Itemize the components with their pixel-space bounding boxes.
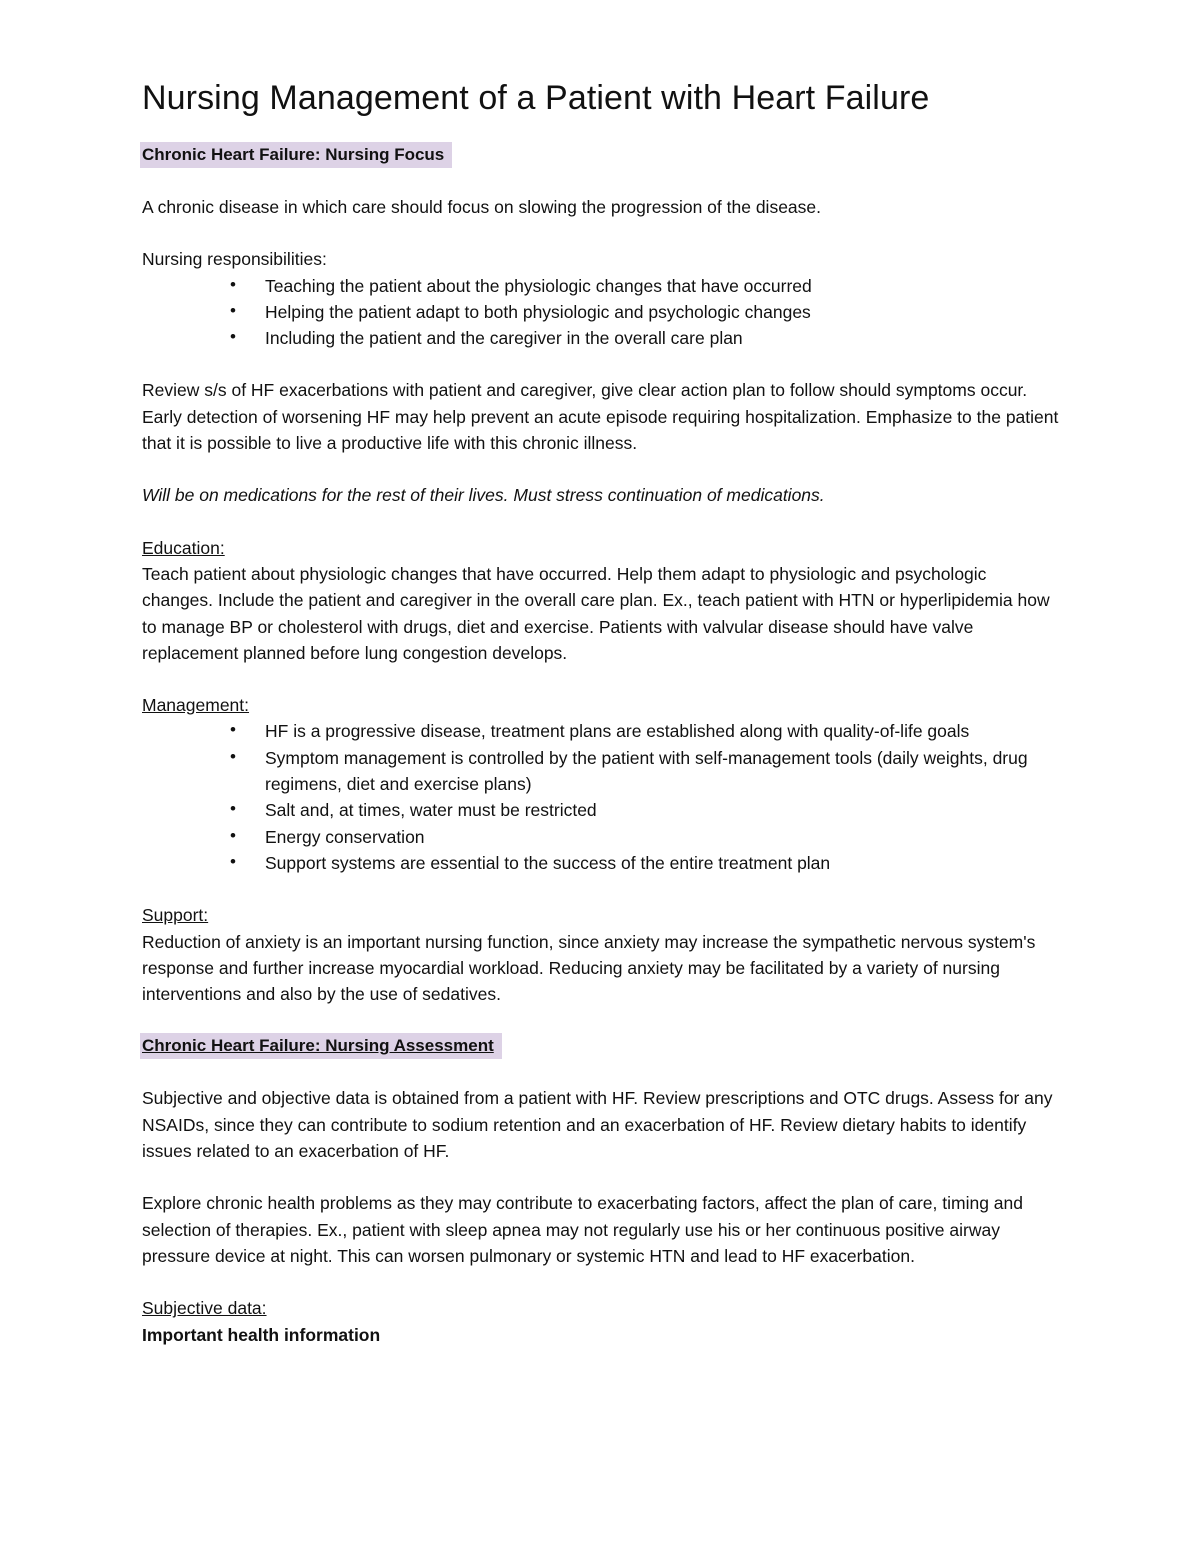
list-item: • Teaching the patient about the physiologic changes that have occurred <box>230 274 812 296</box>
education-label: Education: <box>142 537 225 558</box>
list-item: • Helping the patient adapt to both physiologic and psychologic changes <box>230 300 811 322</box>
support-paragraph: Reduction of anxiety is an important nursing function, since anxiety may increase the sympathetic nervous system's response and further increase myocardial workload. Reducing anxiety may be facilitated by a variety of nursing interventions and also by the use of sedatives. <box>142 931 1036 1005</box>
intro-paragraph: A chronic disease in which care should focus on slowing the progression of the disease. <box>142 197 822 217</box>
medications-note: Will be on medications for the rest of their lives. Must stress continuation of medications. <box>142 485 825 506</box>
support-label: Support: <box>142 905 209 926</box>
review-paragraph: Review s/s of HF exacerbations with patient and caregiver, give clear action plan to follow should symptoms occur. Early detection of worsening HF may help prevent an acute episode requiring hospitalization. Emphasize to the patient that it is possible to live a productive life with this chronic illness. <box>142 380 1059 454</box>
responsibilities-list <box>142 273 1062 352</box>
section-heading-nursing-focus: Chronic Heart Failure: Nursing Focus <box>140 142 452 168</box>
bullet-icon: • <box>230 799 236 819</box>
list-item: • HF is a progressive disease, treatment plans are established along with quality-of-life goals <box>230 720 970 742</box>
list-item: • Energy conservation <box>230 825 425 847</box>
document-title: Nursing Management of a Patient with Heart Failure <box>142 79 930 117</box>
assessment-paragraph-2: Explore chronic health problems as they may contribute to exacerbating factors, affect the plan of care, timing and selection of therapies. Ex., patient with sleep apnea may not regularly use his or her continuous positive airway pressure device at night. This can worsen pulmonary or systemic HTN and lead to HF exacerbation. <box>142 1193 1023 1266</box>
management-label: Management: <box>142 695 250 716</box>
important-health-info-heading: Important health information <box>142 1324 381 1345</box>
list-item: • Symptom management is controlled by the patient with self-management tools (daily weights, drug regimens, diet and exercise plans) <box>230 746 1028 795</box>
bullet-icon: • <box>230 327 236 347</box>
bullet-icon: • <box>230 720 236 740</box>
responsibilities-label: Nursing responsibilities: <box>142 249 327 270</box>
list-item: • Support systems are essential to the success of the entire treatment plan <box>230 851 831 873</box>
bullet-icon: • <box>230 851 236 871</box>
section-nursing-focus <box>142 142 1062 1007</box>
list-item: • Including the patient and the caregiver in the overall care plan <box>230 327 743 349</box>
management-list <box>142 718 1062 876</box>
list-item: • Salt and, at times, water must be restricted <box>230 799 597 821</box>
bullet-icon: • <box>230 825 236 845</box>
assessment-paragraph-1: Subjective and objective data is obtained from a patient with HF. Review prescriptions and OTC drugs. Assess for any NSAIDs, since they can contribute to sodium retention and an exacerbation of HF. Review dietary habits to identify issues related to an exacerbation of HF. <box>142 1088 1053 1162</box>
section-nursing-assessment <box>142 1033 1062 1347</box>
bullet-icon: • <box>230 746 236 766</box>
education-paragraph: Teach patient about physiologic changes that have occurred. Help them adapt to physiologic and psychologic changes. Include the patient and caregiver in the overall care plan. Ex., teach patient with HTN or hyperlipidemia how to manage BP or cholesterol with drugs, diet and exercise. Patients with valvular disease should have valve replacement planned before lung congestion develops. <box>142 563 1050 663</box>
document-page <box>142 76 1062 1348</box>
subjective-data-label: Subjective data: <box>142 1298 267 1319</box>
bullet-icon: • <box>230 300 236 320</box>
section-heading-nursing-assessment: Chronic Heart Failure: Nursing Assessment <box>140 1033 502 1059</box>
bullet-icon: • <box>230 274 236 294</box>
